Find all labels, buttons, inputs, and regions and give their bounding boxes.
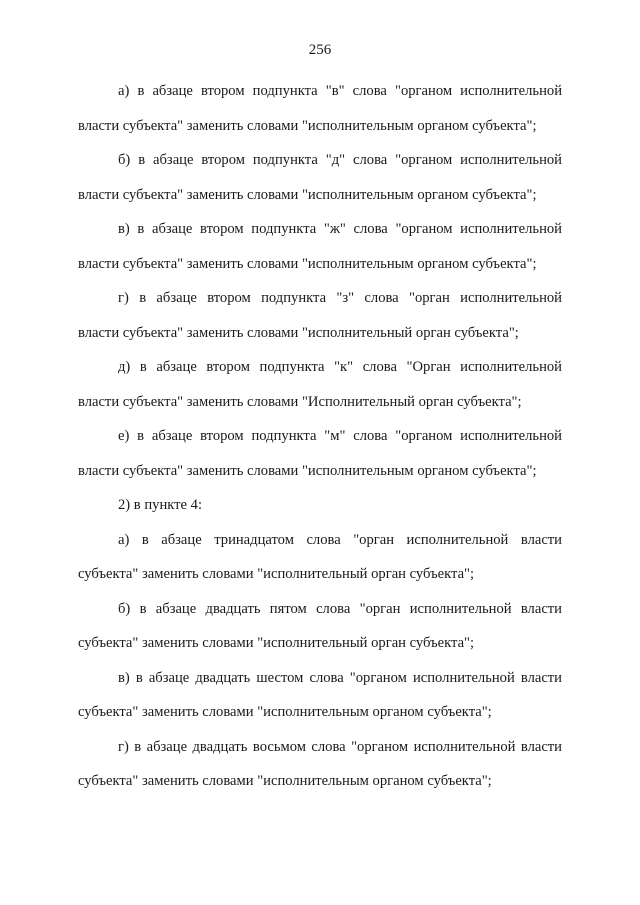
paragraph-b-twenty-fifth bbox=[78, 592, 562, 661]
paragraph-v-subpoint-zh bbox=[78, 212, 562, 281]
paragraph-a-subpoint-v bbox=[78, 74, 562, 143]
paragraph-line: г) в абзаце двадцать восьмом слова "органом исполнительной власти bbox=[118, 738, 562, 755]
paragraph-b-subpoint-d bbox=[78, 143, 562, 212]
paragraph-line: г) в абзаце втором подпункта "з" слова "орган исполнительной bbox=[118, 290, 562, 306]
paragraph-v-twenty-sixth bbox=[78, 661, 562, 730]
paragraph-line: власти субъекта" заменить словами "исполнительным органом субъекта"; bbox=[78, 255, 537, 272]
paragraph-g-twenty-eighth bbox=[78, 730, 562, 799]
paragraph-line: власти субъекта" заменить словами "Исполнительный орган субъекта"; bbox=[78, 393, 522, 410]
paragraph-a-thirteenth bbox=[78, 523, 562, 592]
paragraph-line: в) в абзаце двадцать шестом слова "органом исполнительной власти bbox=[118, 669, 562, 686]
paragraph-line: д) в абзаце втором подпункта "к" слова "Орган исполнительной bbox=[118, 359, 562, 375]
paragraph-line: власти субъекта" заменить словами "исполнительным органом субъекта"; bbox=[78, 186, 537, 203]
paragraph-point-4-heading bbox=[78, 488, 562, 523]
paragraph-e-subpoint-m bbox=[78, 419, 562, 488]
paragraph-line: субъекта" заменить словами "исполнительным органом субъекта"; bbox=[78, 704, 492, 720]
paragraph-line: а) в абзаце втором подпункта "в" слова "органом исполнительной bbox=[118, 83, 562, 99]
paragraph-line: власти субъекта" заменить словами "исполнительный орган субъекта"; bbox=[78, 324, 519, 341]
paragraph-line: б) в абзаце двадцать пятом слова "орган исполнительной власти bbox=[118, 600, 562, 617]
paragraph-d-subpoint-k bbox=[78, 350, 562, 419]
paragraph-line: власти субъекта" заменить словами "исполнительным органом субъекта"; bbox=[78, 117, 537, 134]
paragraph-line: 2) в пункте 4: bbox=[118, 497, 203, 513]
page-number: 256 bbox=[308, 42, 332, 58]
paragraph-g-subpoint-z bbox=[78, 281, 562, 350]
paragraph-line: субъекта" заменить словами "исполнительным органом субъекта"; bbox=[78, 773, 492, 789]
paragraph-line: субъекта" заменить словами "исполнительный орган субъекта"; bbox=[78, 566, 475, 582]
document-body bbox=[78, 74, 562, 799]
paragraph-line: е) в абзаце втором подпункта "м" слова "органом исполнительной bbox=[118, 428, 562, 444]
paragraph-line: субъекта" заменить словами "исполнительный орган субъекта"; bbox=[78, 635, 475, 651]
paragraph-line: б) в абзаце втором подпункта "д" слова "органом исполнительной bbox=[118, 152, 562, 168]
paragraph-line: в) в абзаце втором подпункта "ж" слова "органом исполнительной bbox=[118, 221, 562, 237]
paragraph-line: власти субъекта" заменить словами "исполнительным органом субъекта"; bbox=[78, 462, 537, 479]
paragraph-line: а) в абзаце тринадцатом слова "орган исполнительной власти bbox=[118, 531, 562, 548]
